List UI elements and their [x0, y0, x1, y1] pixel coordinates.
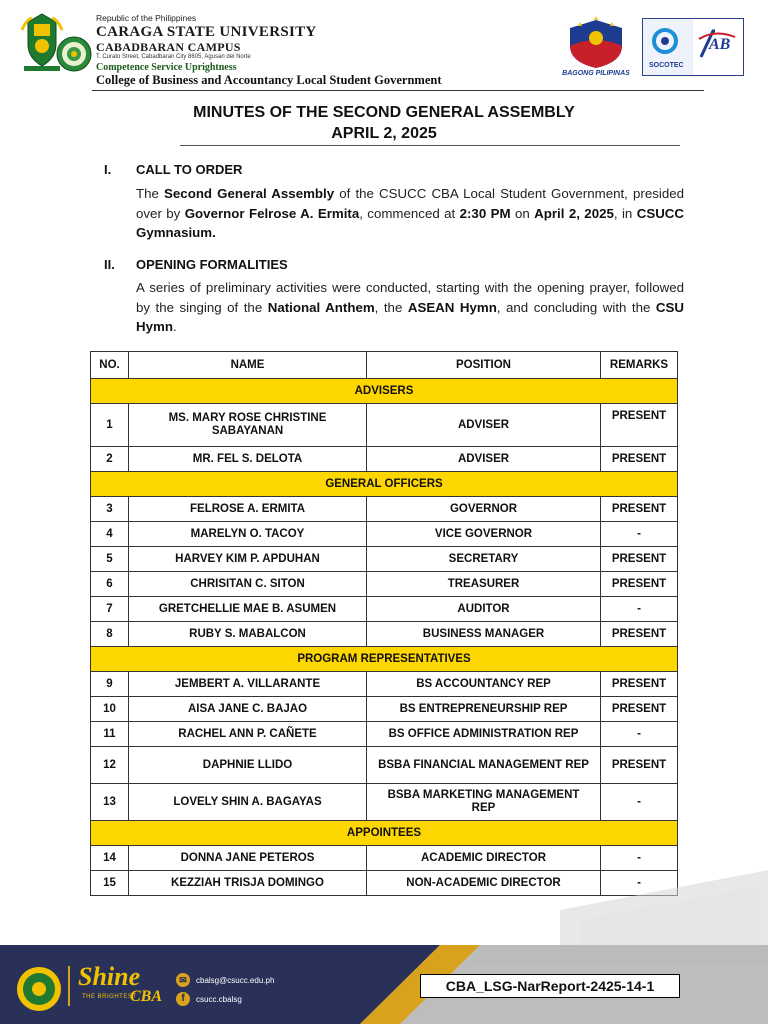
- group-row-advisers: [91, 379, 678, 404]
- attendance-table: [90, 351, 678, 896]
- table-row: [91, 522, 678, 547]
- member-name: AISA JANE C. BAJAO: [129, 697, 367, 722]
- member-position: BSBA MARKETING MANAGEMENT REP: [367, 784, 601, 821]
- college-name: College of Business and Accountancy Local Student Government: [96, 72, 442, 87]
- document-title: MINUTES OF THE SECOND GENERAL ASSEMBLY: [193, 104, 575, 121]
- group-label: GENERAL OFFICERS: [91, 472, 678, 497]
- member-name: CHRISITAN C. SITON: [129, 572, 367, 597]
- table-row: [91, 697, 678, 722]
- member-name: FELROSE A. ERMITA: [129, 497, 367, 522]
- member-remarks: PRESENT: [601, 747, 678, 784]
- section-number: II.: [104, 257, 115, 272]
- footer-facebook: csucc.cbalsg: [196, 995, 242, 1004]
- member-position: BSBA FINANCIAL MANAGEMENT REP: [367, 747, 601, 784]
- member-position: TREASURER: [367, 572, 601, 597]
- document-date: APRIL 2, 2025: [331, 125, 437, 142]
- header-divider: [92, 90, 704, 91]
- campus-name: CABADBARAN CAMPUS: [96, 39, 241, 54]
- member-remarks: -: [601, 846, 678, 871]
- table-row: [91, 547, 678, 572]
- university-name: CARAGA STATE UNIVERSITY: [96, 23, 317, 40]
- footer-tagline: THE BRIGHTEST: [82, 994, 137, 1000]
- group-row-officers: [91, 472, 678, 497]
- university-header: [96, 14, 442, 86]
- member-remarks: PRESENT: [601, 697, 678, 722]
- document-reference-code: CBA_LSG-NarReport-2425-14-1: [420, 974, 680, 998]
- member-remarks: -: [601, 784, 678, 821]
- member-name: GRETCHELLIE MAE B. ASUMEN: [129, 597, 367, 622]
- call-to-order-paragraph: The Second General Assembly of the CSUCC CBA Local Student Government, presided over by Governor Felrose A. Ermita, commenced at 2:30 PM on April 2, 2025, in CSUCC Gymnasium.: [136, 186, 684, 240]
- member-position: SECRETARY: [367, 547, 601, 572]
- section-heading: OPENING FORMALITIES: [136, 257, 288, 272]
- member-remarks: -: [601, 522, 678, 547]
- member-name: KEZZIAH TRISJA DOMINGO: [129, 871, 367, 896]
- row-number: 13: [91, 784, 129, 821]
- member-name: DONNA JANE PETEROS: [129, 846, 367, 871]
- row-number: 9: [91, 672, 129, 697]
- member-remarks: -: [601, 722, 678, 747]
- footer-email: cbalsg@csucc.edu.ph: [196, 976, 275, 985]
- row-number: 3: [91, 497, 129, 522]
- building-watermark: [560, 850, 768, 950]
- member-remarks: PRESENT: [601, 447, 678, 472]
- member-position: NON-ACADEMIC DIRECTOR: [367, 871, 601, 896]
- member-position: AUDITOR: [367, 597, 601, 622]
- table-row: [91, 784, 678, 821]
- member-position: GOVERNOR: [367, 497, 601, 522]
- campus-address: T. Curato Street, Cabadbaran City 8605, Agusan del Norte: [96, 53, 251, 60]
- member-position: BS OFFICE ADMINISTRATION REP: [367, 722, 601, 747]
- member-name: MR. FEL S. DELOTA: [129, 447, 367, 472]
- row-number: 10: [91, 697, 129, 722]
- title-divider: [180, 145, 680, 146]
- row-number: 5: [91, 547, 129, 572]
- member-position: ADVISER: [367, 404, 601, 447]
- member-remarks: PRESENT: [601, 622, 678, 647]
- member-name: RACHEL ANN P. CAÑETE: [129, 722, 367, 747]
- column-header-name: NAME: [129, 352, 367, 379]
- table-row: [91, 572, 678, 597]
- lsg-seal-logo: [56, 36, 92, 72]
- member-remarks: PRESENT: [601, 672, 678, 697]
- column-header-position: POSITION: [367, 352, 601, 379]
- table-row: [91, 747, 678, 784]
- member-name: RUBY S. MABALCON: [129, 622, 367, 647]
- row-number: 2: [91, 447, 129, 472]
- ab-label: AB: [709, 36, 731, 53]
- member-name: DAPHNIE LLIDO: [129, 747, 367, 784]
- group-label: PROGRAM REPRESENTATIVES: [91, 647, 678, 672]
- row-number: 11: [91, 722, 129, 747]
- table-row: [91, 497, 678, 522]
- member-remarks: -: [601, 871, 678, 896]
- socotec-label: SOCOTEC: [649, 62, 684, 69]
- table-row: [91, 622, 678, 647]
- footer-brand-sub: CBA: [130, 988, 163, 1005]
- member-name: HARVEY KIM P. APDUHAN: [129, 547, 367, 572]
- table-row: [91, 597, 678, 622]
- group-row-program-reps: [91, 647, 678, 672]
- row-number: 14: [91, 846, 129, 871]
- table-row: [91, 722, 678, 747]
- column-header-remarks: REMARKS: [601, 352, 678, 379]
- member-name: MS. MARY ROSE CHRISTINE SABAYANAN: [129, 404, 367, 447]
- member-remarks: PRESENT: [601, 404, 678, 447]
- row-number: 12: [91, 747, 129, 784]
- group-row-appointees: [91, 821, 678, 846]
- member-name: JEMBERT A. VILLARANTE: [129, 672, 367, 697]
- footer-brand: Shine: [78, 962, 141, 991]
- republic-text: Republic of the Philippines: [96, 13, 197, 23]
- section-number: I.: [104, 162, 112, 177]
- member-position: ADVISER: [367, 447, 601, 472]
- column-header-no: NO.: [91, 352, 129, 379]
- row-number: 1: [91, 404, 129, 447]
- row-number: 8: [91, 622, 129, 647]
- facebook-icon: f: [176, 992, 190, 1006]
- member-remarks: PRESENT: [601, 572, 678, 597]
- member-remarks: PRESENT: [601, 497, 678, 522]
- member-remarks: -: [601, 597, 678, 622]
- member-position: ACADEMIC DIRECTOR: [367, 846, 601, 871]
- email-icon: ✉: [176, 973, 190, 987]
- member-name: MARELYN O. TACOY: [129, 522, 367, 547]
- member-position: VICE GOVERNOR: [367, 522, 601, 547]
- table-row: [91, 672, 678, 697]
- section-heading: CALL TO ORDER: [136, 162, 243, 177]
- university-motto: Competence Service Uprightness: [96, 61, 237, 73]
- member-position: BS ACCOUNTANCY REP: [367, 672, 601, 697]
- row-number: 15: [91, 871, 129, 896]
- opening-formalities-paragraph: A series of preliminary activities were conducted, starting with the opening prayer, followed by the singing of the National Anthem, the ASEAN Hymn, and concluding with the CSU Hymn.: [136, 280, 684, 334]
- group-label: ADVISERS: [91, 379, 678, 404]
- row-number: 4: [91, 522, 129, 547]
- row-number: 6: [91, 572, 129, 597]
- certification-marks-icon: [643, 19, 743, 75]
- bagong-pilipinas-label: BAGONG PILIPINAS: [562, 70, 630, 77]
- bagong-pilipinas-logo: [560, 14, 632, 70]
- footer-csu-seal-icon: [14, 964, 64, 1014]
- table-row: [91, 404, 678, 447]
- member-position: BUSINESS MANAGER: [367, 622, 601, 647]
- member-name: LOVELY SHIN A. BAGAYAS: [129, 784, 367, 821]
- footer-divider: [68, 966, 70, 1006]
- certification-logo: [642, 18, 744, 76]
- group-label: APPOINTEES: [91, 821, 678, 846]
- table-header-row: [91, 352, 678, 379]
- member-position: BS ENTREPRENEURSHIP REP: [367, 697, 601, 722]
- row-number: 7: [91, 597, 129, 622]
- table-row: [91, 447, 678, 472]
- member-remarks: PRESENT: [601, 547, 678, 572]
